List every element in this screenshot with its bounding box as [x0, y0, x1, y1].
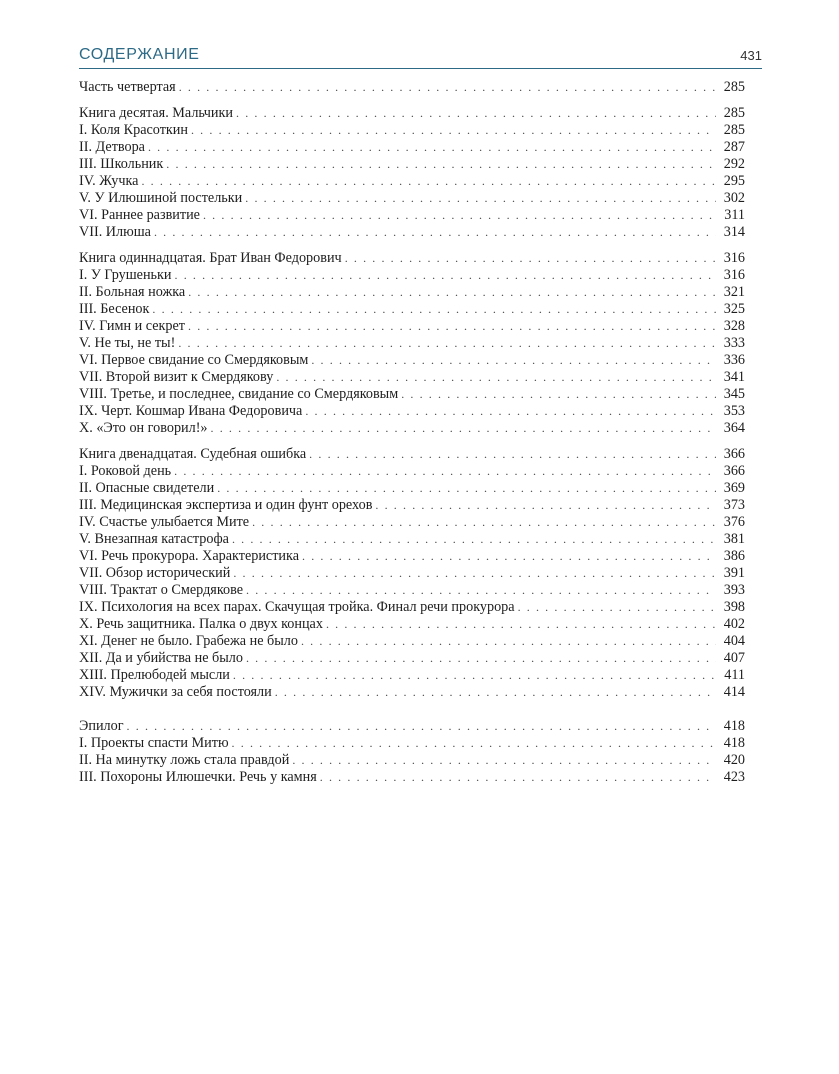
toc-entry-title: Книга двенадцатая. Судебная ошибка — [79, 446, 307, 462]
toc-entry-title: X. Речь защитника. Палка о двух концах — [79, 616, 323, 632]
dot-leader — [154, 224, 716, 241]
dot-leader — [311, 352, 716, 369]
toc-entry-page: 366 — [723, 446, 745, 462]
toc-entry-page: 285 — [723, 122, 745, 138]
toc-chapter-row[interactable] — [79, 318, 745, 335]
dot-leader — [301, 633, 716, 650]
dot-leader — [232, 735, 716, 752]
section-spacer — [79, 437, 745, 446]
dot-leader — [305, 403, 716, 420]
toc-entry-title: II. Опасные свидетели — [79, 480, 215, 496]
toc-chapter-row[interactable] — [79, 122, 745, 139]
toc-book-row[interactable] — [79, 250, 745, 267]
toc-chapter-row[interactable] — [79, 267, 745, 284]
toc-entry-title: VI. Раннее развитие — [79, 207, 200, 223]
toc-chapter-row[interactable] — [79, 616, 745, 633]
toc-chapter-row[interactable] — [79, 565, 745, 582]
running-header — [79, 46, 762, 69]
toc-entry-page: 411 — [724, 667, 745, 683]
toc-chapter-row[interactable] — [79, 369, 745, 386]
toc-entry-page: 402 — [723, 616, 745, 632]
toc-entry-page: 420 — [723, 752, 745, 768]
toc-entry-page: 391 — [723, 565, 745, 581]
toc-entry-title: XII. Да и убийства не было — [79, 650, 243, 666]
dot-leader — [211, 420, 716, 437]
toc-entry-title: I. Коля Красоткин — [79, 122, 188, 138]
toc-entry-page: 285 — [723, 105, 745, 121]
toc-entry-title: XI. Денег не было. Грабежа не было — [79, 633, 298, 649]
toc-chapter-row[interactable] — [79, 599, 745, 616]
toc-entry-page: 311 — [724, 207, 745, 223]
toc-entry-title: III. Медицинская экспертиза и один фунт орехов — [79, 497, 373, 513]
toc-entry-page: 321 — [723, 284, 745, 300]
toc-entry-title: I. Проекты спасти Митю — [79, 735, 229, 751]
dot-leader — [292, 752, 716, 769]
toc-chapter-row[interactable] — [79, 463, 745, 480]
toc-entry-page: 369 — [723, 480, 745, 496]
dot-leader — [232, 531, 716, 548]
toc-entry-title: II. Детвора — [79, 139, 145, 155]
dot-leader — [518, 599, 716, 616]
dot-leader — [127, 718, 716, 735]
toc-entry-page: 345 — [723, 386, 745, 402]
toc-entry-page: 404 — [723, 633, 745, 649]
toc-chapter-row[interactable] — [79, 735, 745, 752]
toc-entry-title: VI. Речь прокурора. Характеристика — [79, 548, 299, 564]
toc-entry-page: 364 — [723, 420, 745, 436]
toc-epilogue-row[interactable] — [79, 718, 745, 735]
toc-entry-page: 295 — [723, 173, 745, 189]
dot-leader — [217, 480, 716, 497]
dot-leader — [178, 335, 716, 352]
header-title: СОДЕРЖАНИЕ — [79, 46, 200, 63]
toc-entry-title: V. У Илюшиной постельки — [79, 190, 243, 206]
toc-chapter-row[interactable] — [79, 684, 745, 701]
dot-leader — [326, 616, 716, 633]
toc-entry-page: 393 — [723, 582, 745, 598]
toc-entry-title: XIV. Мужички за себя постояли — [79, 684, 272, 700]
toc-entry-title: I. Роковой день — [79, 463, 172, 479]
dot-leader — [302, 548, 716, 565]
toc-entry-page: 418 — [723, 735, 745, 751]
section-spacer — [79, 701, 745, 718]
toc-chapter-row[interactable] — [79, 224, 745, 241]
toc-chapter-row[interactable] — [79, 531, 745, 548]
toc-entry-page: 316 — [723, 250, 745, 266]
toc-entry-title: VIII. Трактат о Смердякове — [79, 582, 243, 598]
toc-chapter-row[interactable] — [79, 139, 745, 156]
toc-entry-page: 333 — [723, 335, 745, 351]
toc-entry-page: 341 — [723, 369, 745, 385]
toc-chapter-row[interactable] — [79, 514, 745, 531]
toc-entry-title: VII. Второй визит к Смердякову — [79, 369, 274, 385]
dot-leader — [152, 301, 716, 318]
toc-entry-title: Книга одиннадцатая. Брат Иван Федорович — [79, 250, 342, 266]
table-of-contents — [79, 79, 745, 786]
toc-entry-title: II. Больная ножка — [79, 284, 186, 300]
toc-chapter-row[interactable] — [79, 480, 745, 497]
toc-book-row[interactable] — [79, 105, 745, 122]
toc-chapter-row[interactable] — [79, 284, 745, 301]
toc-entry-title: II. На минутку ложь стала правдой — [79, 752, 290, 768]
toc-chapter-row[interactable] — [79, 633, 745, 650]
dot-leader — [233, 565, 716, 582]
dot-leader — [320, 769, 716, 786]
toc-entry-title: VII. Илюша — [79, 224, 151, 240]
toc-entry-title: IX. Психология на всех парах. Скачущая тройка. Финал речи прокурора — [79, 599, 515, 615]
toc-chapter-row[interactable] — [79, 352, 745, 369]
toc-entry-page: 302 — [723, 190, 745, 206]
toc-chapter-row[interactable] — [79, 667, 745, 684]
dot-leader — [236, 105, 716, 122]
toc-entry-title: Часть четвертая — [79, 79, 176, 95]
dot-leader — [401, 386, 716, 403]
section-spacer — [79, 96, 745, 105]
toc-chapter-row[interactable] — [79, 301, 745, 318]
toc-chapter-row[interactable] — [79, 156, 745, 173]
toc-entry-title: III. Бесенок — [79, 301, 150, 317]
toc-chapter-row[interactable] — [79, 386, 745, 403]
toc-entry-page: 316 — [723, 267, 745, 283]
toc-entry-page: 398 — [723, 599, 745, 615]
dot-leader — [245, 190, 716, 207]
dot-leader — [276, 369, 716, 386]
dot-leader — [375, 497, 716, 514]
toc-entry-title: Книга десятая. Мальчики — [79, 105, 234, 121]
toc-entry-page: 285 — [723, 79, 745, 95]
toc-entry-page: 336 — [723, 352, 745, 368]
toc-entry-page: 325 — [723, 301, 745, 317]
toc-chapter-row[interactable] — [79, 173, 745, 190]
toc-entry-title: Эпилог — [79, 718, 124, 734]
toc-entry-title: IV. Жучка — [79, 173, 139, 189]
toc-entry-page: 423 — [723, 769, 745, 785]
dot-leader — [309, 446, 716, 463]
dot-leader — [275, 684, 716, 701]
dot-leader — [188, 318, 716, 335]
toc-entry-title: V. Внезапная катастрофа — [79, 531, 229, 547]
header-page-number: 431 — [740, 48, 762, 63]
dot-leader — [252, 514, 716, 531]
toc-chapter-row[interactable] — [79, 548, 745, 565]
toc-entry-title: IV. Гимн и секрет — [79, 318, 185, 334]
toc-chapter-row[interactable] — [79, 769, 745, 786]
dot-leader — [345, 250, 716, 267]
toc-chapter-row[interactable] — [79, 752, 745, 769]
toc-entry-page: 287 — [723, 139, 745, 155]
toc-part-row[interactable] — [79, 79, 745, 96]
toc-chapter-row[interactable] — [79, 497, 745, 514]
toc-chapter-row[interactable] — [79, 650, 745, 667]
toc-chapter-row[interactable] — [79, 403, 745, 420]
toc-entry-page: 381 — [723, 531, 745, 547]
toc-entry-title: I. У Грушеньки — [79, 267, 172, 283]
dot-leader — [191, 122, 716, 139]
toc-entry-title: V. Не ты, не ты! — [79, 335, 176, 351]
toc-book-row[interactable] — [79, 446, 745, 463]
dot-leader — [246, 582, 716, 599]
toc-entry-page: 328 — [723, 318, 745, 334]
toc-entry-title: VI. Первое свидание со Смердяковым — [79, 352, 309, 368]
dot-leader — [148, 139, 716, 156]
toc-entry-page: 414 — [723, 684, 745, 700]
dot-leader — [166, 156, 716, 173]
dot-leader — [175, 267, 717, 284]
toc-entry-title: VII. Обзор исторический — [79, 565, 231, 581]
toc-entry-title: XIII. Прелюбодей мысли — [79, 667, 230, 683]
toc-entry-title: IV. Счастье улыбается Мите — [79, 514, 250, 530]
toc-entry-page: 373 — [723, 497, 745, 513]
toc-entry-page: 314 — [723, 224, 745, 240]
dot-leader — [141, 173, 716, 190]
toc-entry-page: 376 — [723, 514, 745, 530]
toc-entry-title: X. «Это он говорил!» — [79, 420, 208, 436]
dot-leader — [174, 463, 716, 480]
toc-entry-page: 292 — [723, 156, 745, 172]
dot-leader — [246, 650, 716, 667]
toc-entry-title: IX. Черт. Кошмар Ивана Федоровича — [79, 403, 303, 419]
toc-entry-title: III. Похороны Илюшечки. Речь у камня — [79, 769, 317, 785]
dot-leader — [179, 79, 716, 96]
toc-entry-page: 418 — [723, 718, 745, 734]
toc-entry-page: 366 — [723, 463, 745, 479]
section-spacer — [79, 241, 745, 250]
dot-leader — [203, 207, 716, 224]
toc-entry-page: 386 — [723, 548, 745, 564]
toc-chapter-row[interactable] — [79, 582, 745, 599]
dot-leader — [233, 667, 716, 684]
toc-entry-page: 353 — [723, 403, 745, 419]
toc-chapter-row[interactable] — [79, 190, 745, 207]
toc-chapter-row[interactable] — [79, 207, 745, 224]
toc-chapter-row[interactable] — [79, 335, 745, 352]
toc-entry-page: 407 — [723, 650, 745, 666]
toc-entry-title: VIII. Третье, и последнее, свидание со Смердяковым — [79, 386, 399, 402]
dot-leader — [188, 284, 716, 301]
toc-entry-title: III. Школьник — [79, 156, 164, 172]
toc-chapter-row[interactable] — [79, 420, 745, 437]
